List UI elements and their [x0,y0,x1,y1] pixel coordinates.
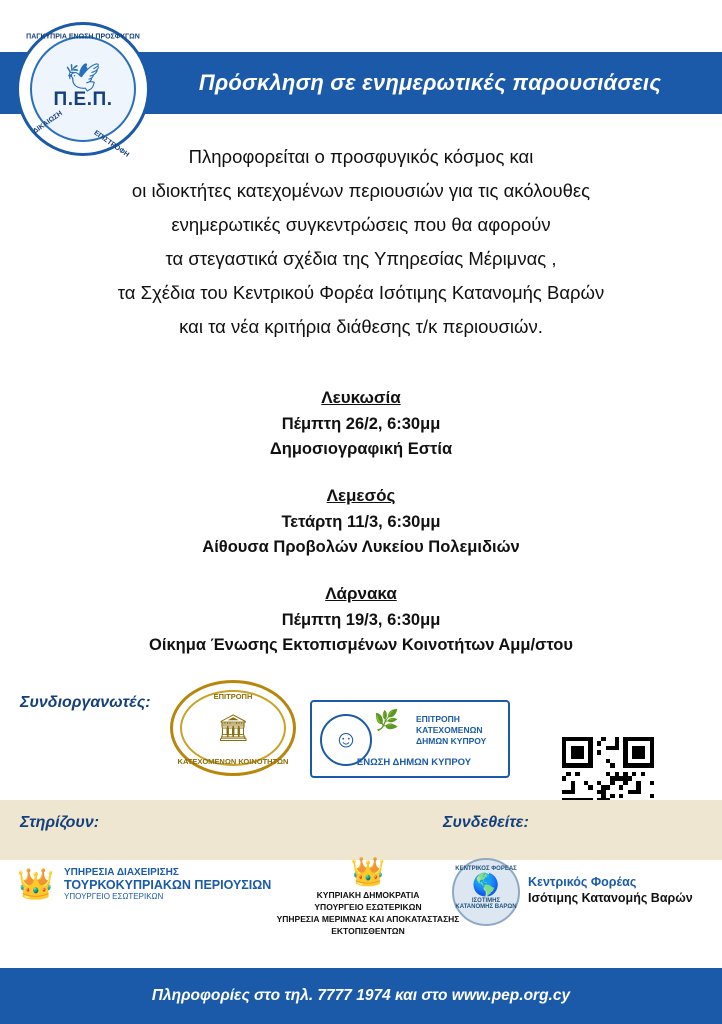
temple-icon: 🏛 [216,712,250,743]
event-datetime: Πέμπτη 26/2, 6:30μμ [281,415,441,433]
supporter-1-lines [64,867,276,903]
supporter-3-line1: Κεντρικός Φορέας [528,875,637,889]
supporters-band [0,800,722,860]
logo-ring-top: ΠΑΓΚΥΠΡΙΑ ΕΝΩΣΗ ΠΡΟΣΦΥΓΩΝ [26,33,140,41]
logo-center [53,62,113,111]
coorg1-top-text: ΕΠΙΤΡΟΠΗ [213,692,253,701]
cyprus-coat-of-arms-icon: 👑 [350,856,386,887]
event-city: Λευκωσία [321,388,401,407]
supporter-2-lines [258,889,478,937]
logo-ring-bottom-right: ΕΠΙΣΤΡΟΦΗ [92,129,131,159]
coorganizer-logo-union-of-municipalities [310,700,510,778]
coorganizer-logo-occupied-communities [170,680,296,776]
logo-abbreviation: Π.Ε.Π. [53,89,113,110]
supporter-1-line1: ΥΠΗΡΕΣΙΑ ΔΙΑΧΕΙΡΙΣΗΣ [64,867,179,878]
coorg2-line: ΔΗΜΩΝ ΚΥΠΡΟΥ [416,736,487,746]
supporter-1-line3: ΥΠΟΥΡΓΕΙΟ ΕΣΩΤΕΡΙΚΩΝ [64,892,164,901]
page-title: Πρόσκληση σε ενημερωτικές παρουσιάσεις [198,70,662,95]
supporter-3-line2: Ισότιμης Κατανομής Βαρών [528,891,693,905]
globe-icon: 🌎 [472,872,500,897]
intro-line: τα Σχέδια του Κεντρικού Φορέα Ισότιμης Κατανομής Βαρών [117,282,605,303]
event-item [30,388,692,462]
olive-branch-icon: 🌿 [374,710,399,732]
badge-bottom-text: ΙΣΟΤΙΜΗΣ ΚΑΤΑΝΟΜΗΣ ΒΑΡΩΝ [455,898,517,910]
coorg1-bottom-text: ΚΑΤΕΧΟΜΕΝΩΝ ΚΟΙΝΟΤΗΤΩΝ [177,757,289,766]
coorg2-bottom-text: ΕΝΩΣΗ ΔΗΜΩΝ ΚΥΠΡΟΥ [356,757,472,768]
event-datetime: Πέμπτη 19/3, 6:30μμ [281,611,441,629]
footer-band [0,968,722,1024]
coorganizers-label: Συνδιοργανωτές: [20,694,151,711]
cyprus-coat-of-arms-icon: 👑 [17,868,55,901]
supporter-3-lines [528,874,700,906]
coorg2-line: ΕΠΙΤΡΟΠΗ [416,714,460,724]
footer-contact-text: Πληροφορίες στο τηλ. 7777 1974 και στο www.pep.org.cy [151,987,571,1004]
intro-line: οι ιδιοκτήτες κατεχομένων περιουσιών για τις ακόλουθες [131,180,591,201]
dove-icon: 🕊 [65,62,101,93]
organization-logo [16,22,150,159]
event-city: Λάρνακα [325,584,397,603]
supporter-ministry-interior [258,858,478,937]
event-datetime: Τετάρτη 11/3, 6:30μμ [281,513,441,531]
intro-line: και τα νέα κριτήρια διάθεσης τ/κ περιουσιών. [179,316,543,337]
intro-paragraph [30,140,692,344]
supporter-2-line1: ΚΥΠΡΙΑΚΗ ΔΗΜΟΚΡΑΤΙΑ [316,890,420,900]
connect-label: Συνδεθείτε: [443,814,529,831]
intro-line: τα στεγαστικά σχέδια της Υπηρεσίας Μέριμνας , [165,248,557,269]
intro-line: ενημερωτικές συγκεντρώσεις που θα αφορούν [171,214,551,235]
supporter-2-line2: ΥΠΟΥΡΓΕΙΟ ΕΣΩΤΕΡΙΚΩΝ [314,902,422,912]
intro-line: Πληροφορείται ο προσφυγικός κόσμος και [188,146,534,167]
event-venue: Αίθουσα Προβολών Λυκείου Πολεμιδιών [202,538,520,556]
event-item [30,584,692,658]
coorg2-lines [416,714,508,747]
coorg2-line: ΚΑΤΕΧΟΜΕΝΩΝ [416,725,483,735]
badge-top-text: ΚΕΝΤΡΙΚΟΣ ΦΟΡΕΑΣ [455,866,517,872]
globe-badge-icon [452,858,520,926]
supporter-1-line2: ΤΟΥΡΚΟΚΥΠΡΙΑΚΩΝ ΠΕΡΙΟΥΣΙΩΝ [64,878,272,892]
event-city: Λεμεσός [326,486,396,505]
logo-ring-bottom-left: ΔΙΚΑΙΩΣΗ [32,110,64,136]
event-item [30,486,692,560]
supporters-label: Στηρίζουν: [20,814,100,831]
event-venue: Δημοσιογραφική Εστία [269,440,453,458]
event-list [30,388,692,682]
supporter-2-line3: ΥΠΗΡΕΣΙΑ ΜΕΡΙΜΝΑΣ ΚΑΙ ΑΠΟΚΑΤΑΣΤΑΣΗΣ ΕΚΤΟΠΙΣΘΕΝΤΩΝ [276,914,460,936]
classical-head-icon: ☺ [320,714,372,766]
event-venue: Οίκημα Ένωσης Εκτοπισμένων Κοινοτήτων Αμμ/στου [149,636,573,654]
